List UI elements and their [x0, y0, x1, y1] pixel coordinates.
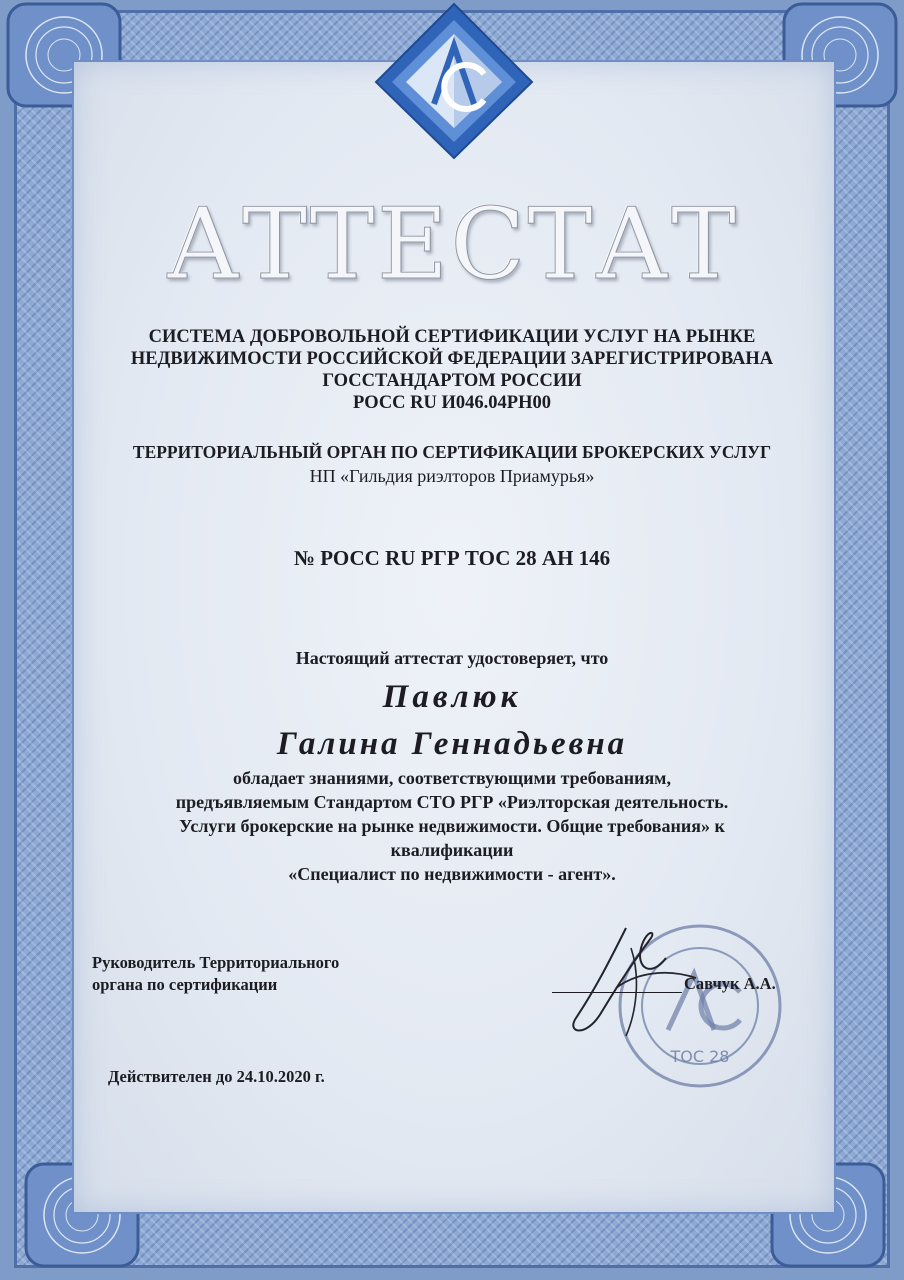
holder-given-names: Галина Геннадьевна — [276, 726, 628, 762]
signatory-role — [92, 952, 339, 996]
certificate-title: АТТЕСТАТ — [165, 188, 739, 302]
signatory-role-line: Руководитель Территориального — [92, 953, 340, 972]
organ-name: НП «Гильдия риэлторов Приамурья» — [309, 466, 595, 486]
system-line: СИСТЕМА ДОБРОВОЛЬНОЙ СЕРТИФИКАЦИИ УСЛУГ НА РЫНКЕ — [148, 327, 756, 347]
system-line: НЕДВИЖИМОСТИ РОССИЙСКОЙ ФЕДЕРАЦИИ ЗАРЕГИСТРИРОВАНА — [130, 349, 774, 369]
certification-system-text — [0, 326, 904, 414]
organ-title: ТЕРРИТОРИАЛЬНЫЙ ОРГАН ПО СЕРТИФИКАЦИИ БРОКЕРСКИХ УСЛУГ — [132, 442, 772, 462]
system-registration-code: РОСС RU И046.04РН00 — [353, 393, 551, 413]
statement-line: предъявляемым Стандартом СТО РГР «Риэлторская деятельность. — [175, 792, 729, 812]
stamp-text: ТОС 28 — [670, 1047, 730, 1066]
certification-logo — [372, 0, 536, 162]
system-line: ГОССТАНДАРТОМ РОССИИ — [322, 371, 582, 391]
signatory-role-line: органа по сертификации — [92, 975, 278, 994]
statement-line: обладает знаниями, соответствующими требованиям, — [233, 768, 671, 788]
statement-line: квалификации — [390, 840, 514, 860]
holder-surname: Павлюк — [382, 679, 522, 715]
certification-organ — [0, 440, 904, 488]
qualification-name: «Специалист по недвижимости - агент». — [288, 864, 616, 884]
statement-line: Услуги брокерские на рынке недвижимости. Общие требования» к — [179, 816, 725, 836]
certificate-intro: Настоящий аттестат удостоверяет, что — [295, 648, 609, 668]
certificate-number: № РОСС RU РГР ТОС 28 АН 146 — [293, 546, 611, 570]
signatory-name: Савчук А.А. — [684, 974, 776, 993]
validity-date: Действителен до 24.10.2020 г. — [108, 1067, 325, 1086]
qualification-statement — [0, 766, 904, 886]
